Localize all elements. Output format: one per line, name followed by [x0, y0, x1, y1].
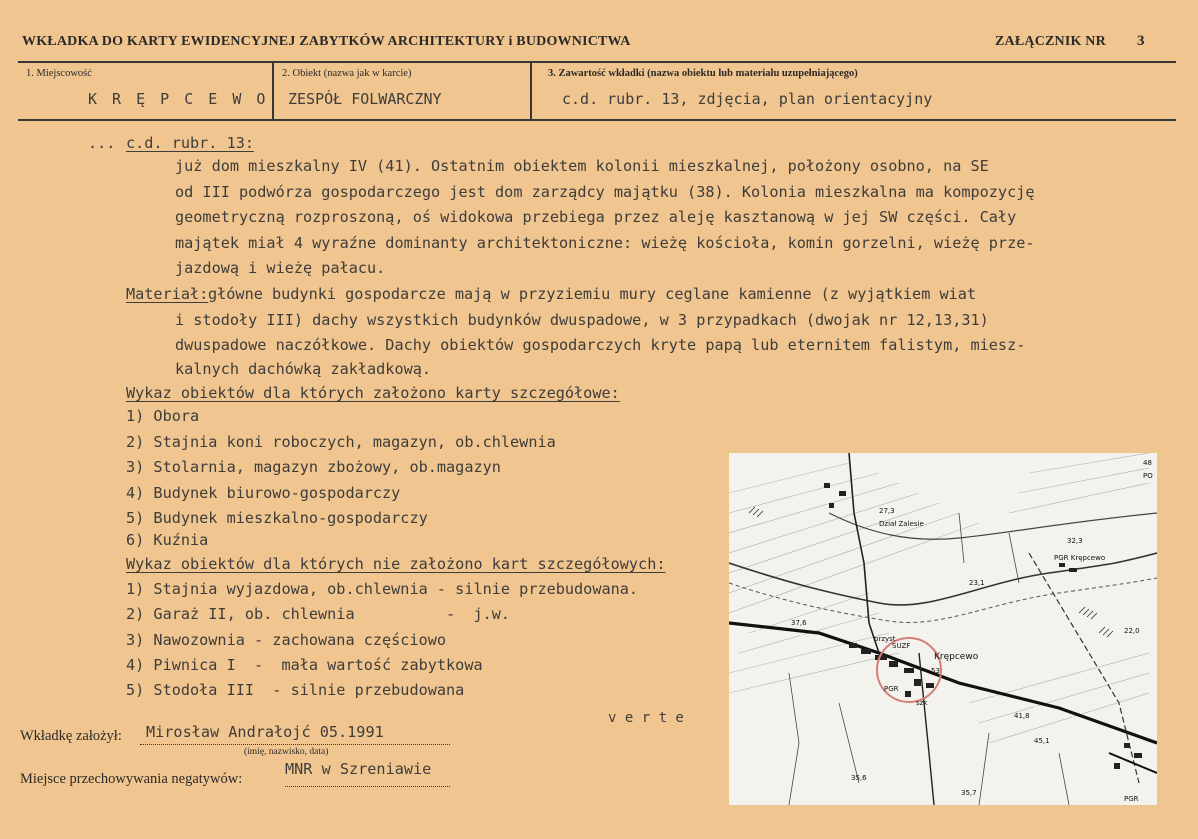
author-value: Mirosław Andrałojć 05.1991: [146, 723, 384, 741]
paragraph-line: majątek miał 4 wyraźne dominanty architektoniczne: wieżę kościoła, komin gorzelni, wieżę prze-: [175, 234, 1035, 252]
list1-item: 3) Stolarnia, magazyn zbożowy, ob.magazyn: [126, 458, 501, 476]
cont-heading: c.d. rubr. 13:: [126, 134, 255, 152]
map-height: 27,3: [879, 507, 895, 515]
map-sign-przyst: przyst: [874, 635, 896, 643]
list1-item: 5) Budynek mieszkalno-gospodarczy: [126, 509, 428, 527]
object-value: ZESPÓŁ FOLWARCZNY: [288, 90, 442, 108]
negatives-value: MNR w Szreniawie: [285, 760, 432, 778]
field-divider-1: [272, 62, 274, 120]
material-line: dwuspadowe naczółkowe. Dachy obiektów gospodarczych kryte papą lub eternitem falistym, miesz-: [175, 336, 1026, 354]
material-line: kalnych dachówką zakładkową.: [175, 360, 432, 378]
list2-heading: Wykaz obiektów dla których nie założono kart szczegółowych:: [126, 555, 666, 573]
object-label: 2. Obiekt (nazwa jak w karcie): [282, 68, 412, 79]
map-sign-zalesie: Dział Zalesie: [879, 520, 924, 528]
author-hint: (imię, nazwisko, data): [244, 747, 329, 757]
contents-label: 3. Zawartość wkładki (nazwa obiektu lub materiału uzupełniającego): [548, 68, 858, 79]
map-height: 37,6: [791, 619, 807, 627]
map-height: 22,0: [1124, 627, 1140, 635]
list1-item: 2) Stajnia koni roboczych, magazyn, ob.chlewnia: [126, 433, 556, 451]
map-height: 32,3: [1067, 537, 1083, 545]
annex-label: ZAŁĄCZNIK NR: [995, 34, 1106, 49]
list1-item: 1) Obora: [126, 407, 200, 425]
cont-prefix: ...: [88, 134, 116, 152]
contents-value: c.d. rubr. 13, zdjęcia, plan orientacyjny: [562, 90, 933, 108]
verte-note: v e r t e: [608, 710, 684, 726]
orientation-map: [729, 453, 1157, 805]
list1-item: 6) Kuźnia: [126, 531, 209, 549]
author-dotted-line: [140, 744, 450, 745]
paragraph-line: jazdową i wieżę pałacu.: [175, 259, 386, 277]
author-label: Wkładkę założył:: [20, 728, 122, 744]
map-pgr-bottom: PGR: [1124, 795, 1139, 803]
locality-value: K R Ę P C E W O: [88, 90, 269, 108]
list1-item: 4) Budynek biurowo-gospodarczy: [126, 484, 401, 502]
paragraph-line: od III podwórza gospodarczego jest dom zarządcy majątku (38). Kolonia mieszkalna ma kompozycję: [175, 183, 1035, 201]
map-height: 53: [931, 667, 940, 675]
map-height: 23,1: [969, 579, 985, 587]
material-line: główne budynki gospodarcze mają w przyziemiu mury ceglane kamienne (z wyjątkiem wiat: [208, 285, 977, 303]
paragraph-line: już dom mieszkalny IV (41). Ostatnim obiektem kolonii mieszkalnej, położony osobno, na SE: [175, 157, 989, 175]
list2-item: 2) Garaż II, ob. chlewnia - j.w.: [126, 605, 511, 623]
list2-item: 1) Stajnia wyjazdowa, ob.chlewnia - silnie przebudowana.: [126, 580, 639, 598]
list2-item: 5) Stodoła III - silnie przebudowana: [126, 681, 465, 699]
header-rule: [18, 61, 1176, 63]
list2-item: 3) Nawozownia - zachowana częściowo: [126, 631, 447, 649]
map-sign-szkola: szk: [916, 699, 928, 707]
map-pgr-main: PGR: [884, 685, 899, 693]
map-height: PO: [1143, 472, 1153, 480]
material-heading: Materiał:: [126, 285, 209, 303]
map-height: 45,1: [1034, 737, 1050, 745]
map-drawing: [729, 453, 1157, 805]
map-height: 41,8: [1014, 712, 1030, 720]
map-height: 48: [1143, 459, 1152, 467]
map-pgr-top: PGR Krępcewo: [1054, 554, 1106, 562]
list2-item: 4) Piwnica I - mała wartość zabytkowa: [126, 656, 483, 674]
fields-bottom-rule: [18, 119, 1176, 121]
map-place-name: Krępcewo: [934, 652, 979, 662]
form-title: WKŁADKA DO KARTY EWIDENCYJNEJ ZABYTKÓW ARCHITEKTURY i BUDOWNICTWA: [22, 34, 631, 49]
negatives-dotted-line: [285, 786, 450, 787]
material-line: i stodoły III) dachy wszystkich budynków dwuspadowe, w 3 przypadkach (dwojak nr 12,13,31): [175, 311, 989, 329]
map-height: 35,6: [851, 774, 867, 782]
map-sign-suzf: SUZF: [892, 642, 911, 650]
list1-heading: Wykaz obiektów dla których założono karty szczegółowe:: [126, 384, 620, 402]
negatives-label: Miejsce przechowywania negatywów:: [20, 771, 243, 787]
paragraph-line: geometryczną rozproszoną, oś widokowa przebiega przez aleję kasztanową w jej SW części. Cały: [175, 208, 1017, 226]
locality-label: 1. Miejscowość: [26, 68, 92, 79]
annex-number: 3: [1137, 33, 1145, 49]
field-divider-2: [530, 62, 532, 120]
map-height: 35,7: [961, 789, 977, 797]
